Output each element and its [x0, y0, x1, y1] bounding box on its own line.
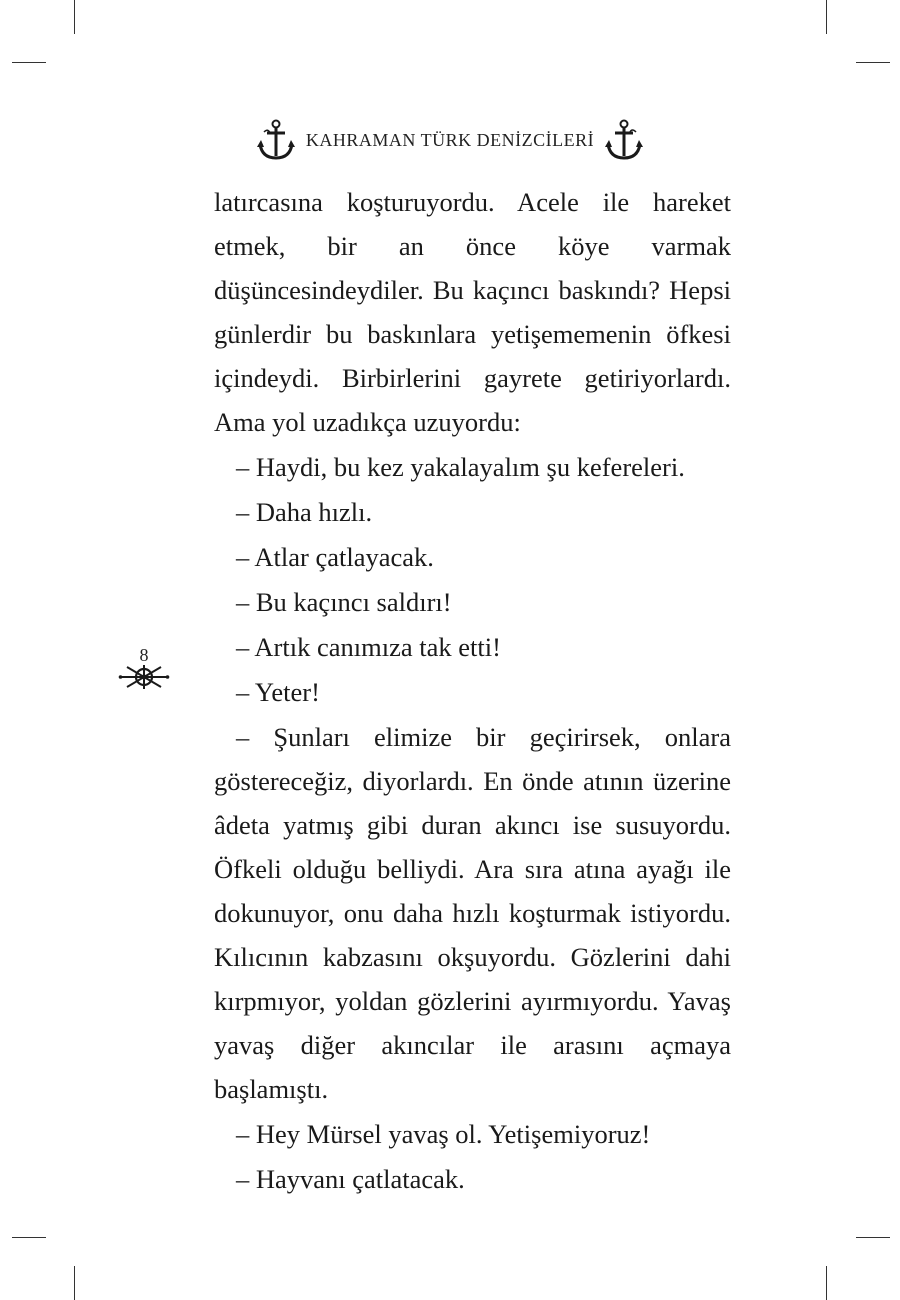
dialogue-line: – Atlar çatlayacak.: [236, 542, 434, 572]
dialogue-line: – Daha hızlı.: [236, 497, 373, 527]
crop-mark-right-bottom: [856, 1237, 890, 1238]
anchor-icon: [604, 118, 644, 162]
body-text: [214, 180, 731, 1201]
crop-mark-top-right: [826, 0, 827, 34]
crop-mark-right-top: [856, 62, 890, 63]
crop-mark-bottom-left: [74, 1266, 75, 1300]
dialogue-paragraph: – Şunları elimize bir geçirirsek, onlara göstereceğiz, diyorlardı. En önde atının üzerine âdeta yatmış gibi duran akıncı ise susuyordu. Öfkeli olduğu belliydi. Ara sıra atına ayağı ile dokunuyor, onu daha hızlı koşturmak istiyordu. Kılıcının kabzasını okşuyordu. Gözlerini dahi kırpmıyor, yoldan gözlerini ayırmıyordu. Yavaş yavaş diğer akıncılar ile arasını açmaya başlamıştı.: [214, 722, 731, 1104]
dialogue-line: – Yeter!: [236, 677, 320, 707]
crop-mark-top-left: [74, 0, 75, 34]
crop-mark-left-top: [12, 62, 46, 63]
folio: [116, 646, 172, 690]
ship-wheel-icon: [116, 664, 172, 690]
page-number: 8: [139, 645, 149, 665]
running-head-title: KAHRAMAN TÜRK DENİZCİLERİ: [305, 129, 595, 150]
dialogue-line: – Haydi, bu kez yakalayalım şu kefereleri.: [236, 452, 685, 482]
dialogue-line: – Bu kaçıncı saldırı!: [236, 587, 452, 617]
dialogue-line: – Hey Mürsel yavaş ol. Yetişemiyoruz!: [236, 1119, 651, 1149]
running-head: [0, 118, 900, 162]
crop-mark-bottom-right: [826, 1266, 827, 1300]
paragraph: latırcasına koşturuyordu. Acele ile hareket etmek, bir an önce köye varmak düşüncesindeydiler. Bu kaçıncı baskındı? Hepsi günlerdir bu baskınlara yetişememenin öfkesi içindeydi. Birbirlerini gayrete getiriyorlardı. Ama yol uzadıkça uzuyordu:: [214, 187, 731, 437]
dialogue-line: – Hayvanı çatlatacak.: [236, 1164, 465, 1194]
anchor-icon: [256, 118, 296, 162]
dialogue-line: – Artık canımıza tak etti!: [236, 632, 501, 662]
crop-mark-left-bottom: [12, 1237, 46, 1238]
